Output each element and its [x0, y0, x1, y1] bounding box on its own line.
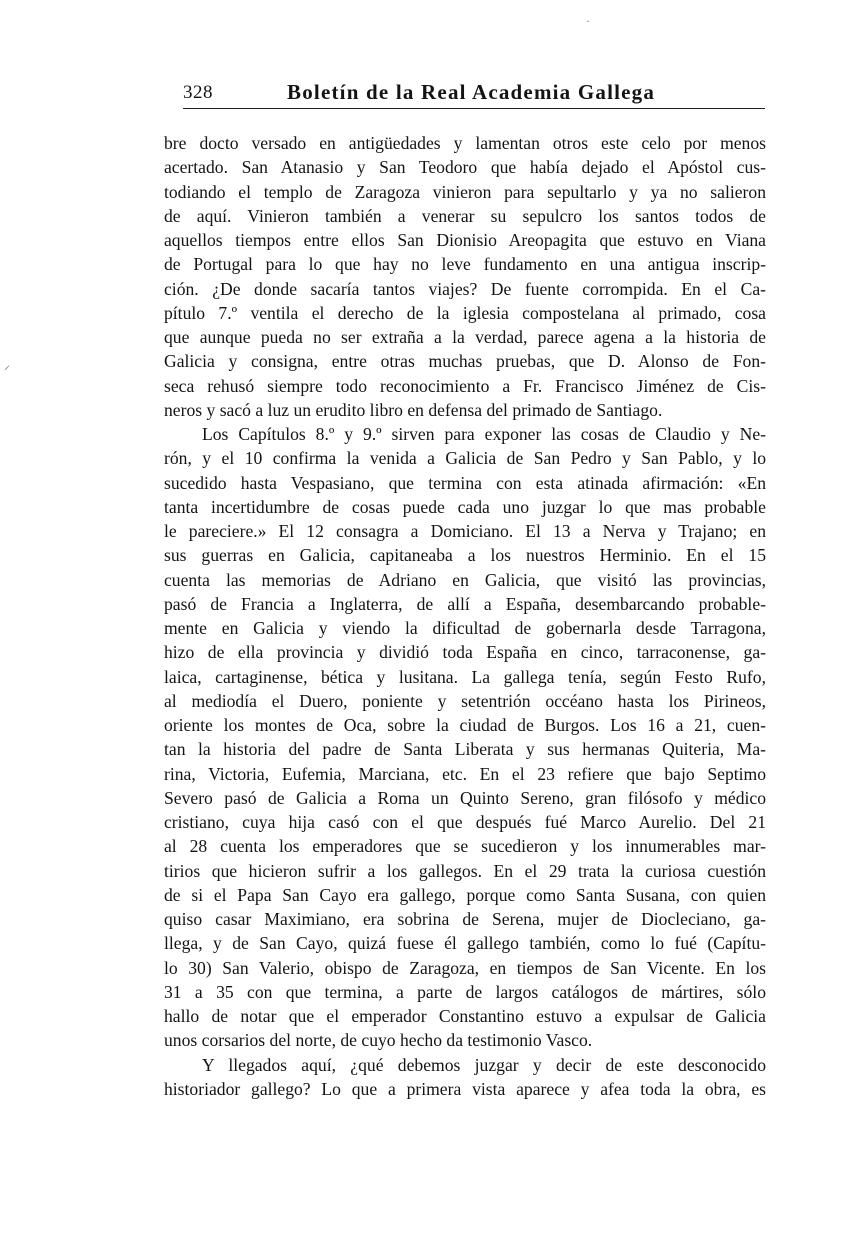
header-rule — [183, 108, 765, 109]
text-line: al 28 cuenta los emperadores que se sucedieron y los innumerables mar- — [164, 836, 766, 857]
text-line: tanta incertidumbre de cosas puede cada uno juzgar lo que mas probable — [164, 496, 766, 517]
paragraph-first-line: Y llegados aquí, ¿qué debemos juzgar y decir de este desconocido — [202, 1054, 766, 1075]
text-line: neros y sacó a luz un erudito libro en defensa del primado de Santiago. — [164, 399, 663, 420]
page-number: 328 — [183, 82, 213, 103]
text-line: seca rehusó siempre todo reconocimiento a Fr. Francisco Jiménez de Cis- — [164, 375, 766, 396]
text-line: sus guerras en Galicia, capitaneaba a los nuestros Herminio. En el 15 — [164, 545, 766, 566]
text-line: rón, y el 10 confirma la venida a Galicia de San Pedro y San Pablo, y lo — [164, 448, 766, 469]
text-line: tirios que hicieron sufrir a los gallegos. En el 29 trata la curiosa cuestión — [164, 860, 766, 881]
text-line: mente en Galicia y viendo la dificultad de gobernarla desde Tarragona, — [164, 618, 766, 638]
text-line: historiador gallego? Lo que a primera vista aparece y afea toda la obra, es — [164, 1078, 766, 1099]
text-line: pasó de Francia a Inglaterra, de allí a España, desembarcando probable- — [164, 593, 766, 614]
text-line: laica, cartaginense, bética y lusitana. La gallega tenía, según Festo Rufo, — [164, 666, 766, 687]
paragraph-first-line: Los Capítulos 8.º y 9.º sirven para exponer las cosas de Claudio y Ne- — [202, 424, 766, 444]
text-line: rina, Victoria, Eufemia, Marciana, etc. En el 23 refiere que bajo Septimo — [164, 763, 766, 784]
text-line: de Portugal para lo que hay no leve fundamento en una antigua inscrip- — [164, 254, 766, 275]
text-line: sucedido hasta Vespasiano, que termina con esta atinada afirmación: «En — [164, 472, 766, 493]
text-line: tan la historia del padre de Santa Liberata y sus hermanas Quiteria, Ma- — [164, 739, 766, 760]
text-line: oriente los montes de Oca, sobre la ciudad de Burgos. Los 16 a 21, cuen- — [164, 715, 766, 735]
text-line: pítulo 7.º ventila el derecho de la iglesia compostelana al primado, cosa — [164, 302, 766, 323]
text-line: al mediodía el Duero, poniente y setentrión occéano hasta los Pirineos, — [164, 690, 766, 711]
text-line: de si el Papa San Cayo era gallego, porque como Santa Susana, con quien — [164, 884, 766, 905]
page-header — [183, 80, 765, 108]
text-line: llega, y de San Cayo, quizá fuese él gallego también, como lo fué (Capítu- — [164, 933, 766, 954]
text-line: lo 30) San Valerio, obispo de Zaragoza, en tiempos de San Vicente. En los — [164, 957, 766, 978]
text-line: ción. ¿De donde sacaría tantos viajes? De fuente corrompida. En el Ca- — [164, 278, 766, 299]
text-line: Severo pasó de Galicia a Roma un Quinto Sereno, gran filósofo y médico — [164, 787, 766, 808]
text-line: cristiano, cuya hija casó con el que después fué Marco Aurelio. Del 21 — [164, 812, 766, 832]
text-line: le pareciere.» El 12 consagra a Domiciano. El 13 a Nerva y Trajano; en — [164, 521, 766, 541]
speck-mark: · — [586, 14, 590, 28]
running-title: Boletín de la Real Academia Gallega — [287, 80, 656, 104]
margin-mark: ⸝ — [4, 358, 11, 372]
text-line: Galicia y consigna, entre otras muchas pruebas, que D. Alonso de Fon- — [164, 351, 766, 372]
text-line: 31 a 35 con que termina, a parte de largos catálogos de mártires, sólo — [164, 981, 766, 1002]
text-line: cuenta las memorias de Adriano en Galicia, que visitó las provincias, — [164, 569, 766, 590]
text-line: bre docto versado en antigüedades y lamentan otros este celo por menos — [164, 133, 766, 153]
text-line: aquellos tiempos entre ellos San Dionisio Areopagita que estuvo en Viana — [164, 230, 766, 250]
text-line: que aunque pueda no ser extraña a la verdad, parece agena a la historia de — [164, 327, 766, 347]
text-line: de aquí. Vinieron también a venerar su sepulcro los santos todos de — [164, 205, 766, 226]
text-line: hizo de ella provincia y dividió toda España en cinco, tarraconense, ga- — [164, 642, 766, 663]
text-line: hallo de notar que el emperador Constantino estuvo a expulsar de Galicia — [164, 1006, 766, 1026]
text-line: acertado. San Atanasio y San Teodoro que había dejado el Apóstol cus- — [164, 157, 766, 178]
text-line: unos corsarios del norte, de cuyo hecho da testimonio Vasco. — [164, 1030, 593, 1051]
text-line: todiando el templo de Zaragoza vinieron para sepultarlo y ya no salieron — [164, 181, 766, 202]
body-text — [164, 131, 766, 1101]
text-line: quiso casar Maximiano, era sobrina de Serena, mujer de Diocleciano, ga- — [164, 909, 766, 929]
